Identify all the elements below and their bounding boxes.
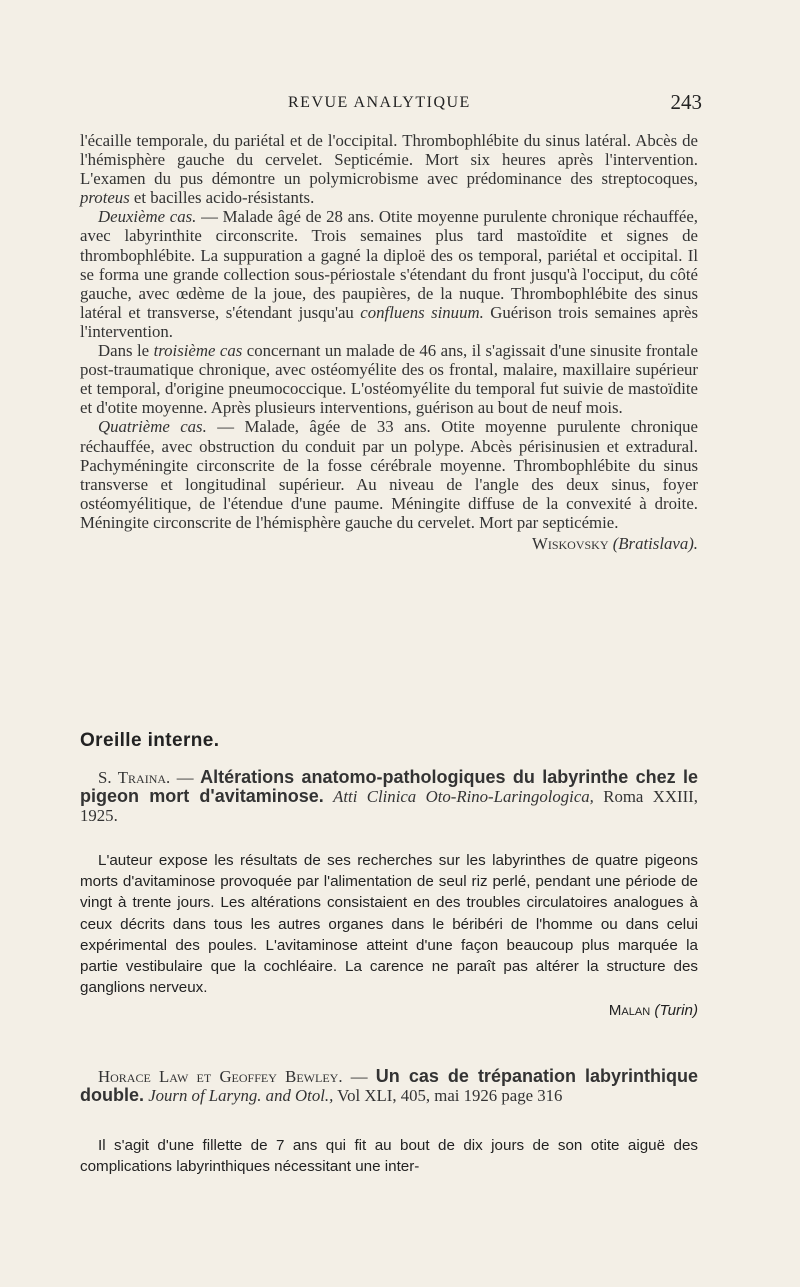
running-header	[80, 90, 702, 116]
article-traina-citation: S. Traina. — Altérations anatomo-pathologiques du labyrinthe chez le pigeon mort d'avitaminose. Atti Clinica Oto-Rino-Laringologica, Roma XXIII, 1925.	[80, 767, 698, 826]
running-title: REVUE ANALYTIQUE	[288, 94, 471, 111]
paragraph-second-case: Deuxième cas. — Malade âgé de 28 ans. Otite moyenne purulente chronique réchauffée, avec labyrinthite circonscrite. Trois semaines plus tard mastoïdite et signes de thrombophlébite. La suppuration a gagné la diploë des os temporal, pariétal et occipital. Il se forma une grande collection sous-périostale s'étendant du front jusqu'à l'occiput, du côté gauche, avec œdème de la joue, des paupières, de la nuque. Thrombophlébite des sinus latéral et transverse, s'étendant jusqu'au confluens sinuum. Guérison trois semaines après l'intervention.	[80, 207, 698, 341]
article-law-bewley-citation: Horace Law et Geoffey Bewley. — Un cas de trépanation labyrinthique double. Journ of Laryng. and Otol., Vol XLI, 405, mai 1926 page 316	[80, 1066, 699, 1106]
page-number: 243	[670, 90, 702, 114]
article-traina-abstract: L'auteur expose les résultats de ses recherches sur les labyrinthes de quatre pigeons morts d'avitaminose provoquée par l'alimentation de seul riz perlé, pendant une période de vingt à trente jours. Les altérations consistaient en des troubles circulatoires analogues à ceux décrits dans tous les autres organes dans le béribéri de l'homme ou dans celui expérimental des poules. L'avitaminose atteint d'une façon beaucoup plus marquée la partie vestibulaire que la cochléaire. La carence ne paraît pas altérer la structure des ganglions nerveux.	[80, 852, 698, 997]
signature-wiskovsky: Wiskovsky (Bratislava).	[531, 533, 698, 553]
paragraph-first-case-end: l'écaille temporale, du pariétal et de l'occipital. Thrombophlébite du sinus latéral. Abcès de l'hémisphère gauche du cervelet. Septicémie. Mort six heures après l'intervention. L'examen du pus démontre un polymicrobisme avec prédominance des streptocoques, proteus et bacilles acido-résistants.	[80, 131, 698, 208]
paragraph-third-case: Dans le troisième cas concernant un malade de 46 ans, il s'agissait d'une sinusite frontale post-traumatique chronique, avec ostéomyélite des os frontal, malaire, maxillaire supérieur et temporal, d'origine pneumococcique. L'ostéomyélite du temporal fut suivie de mastoïdite et d'otite moyenne. Après plusieurs interventions, guérison au bout de neuf mois.	[80, 341, 698, 418]
article-law-bewley-body: Il s'agit d'une fillette de 7 ans qui fit au bout de dix jours de son otite aiguë des complications labyrinthiques nécessitant une inter-	[80, 1137, 698, 1176]
article-traina-body	[80, 850, 698, 1022]
paragraph-fourth-case: Quatrième cas. — Malade, âgée de 33 ans. Otite moyenne purulente chronique réchauffée, avec obstruction du conduit par un polype. Abcès périsinusien et extradural. Pachyméningite circonscrite de la fosse cérébrale moyenne. Thrombophlébite du sinus transverse et longitudinal supérieur. Au niveau de l'angle des deux sinus, foyer ostéomyélitique, de l'étendue d'une paume. Méningite diffuse de la convexité à droite. Méningite circonscrite de l'hémisphère gauche du cervelet. Mort par septicémie.	[80, 417, 698, 532]
signature-malan: Malan (Turin)	[608, 1002, 698, 1020]
section-heading: Oreille interne.	[80, 730, 220, 751]
case-reports-text	[80, 131, 698, 553]
